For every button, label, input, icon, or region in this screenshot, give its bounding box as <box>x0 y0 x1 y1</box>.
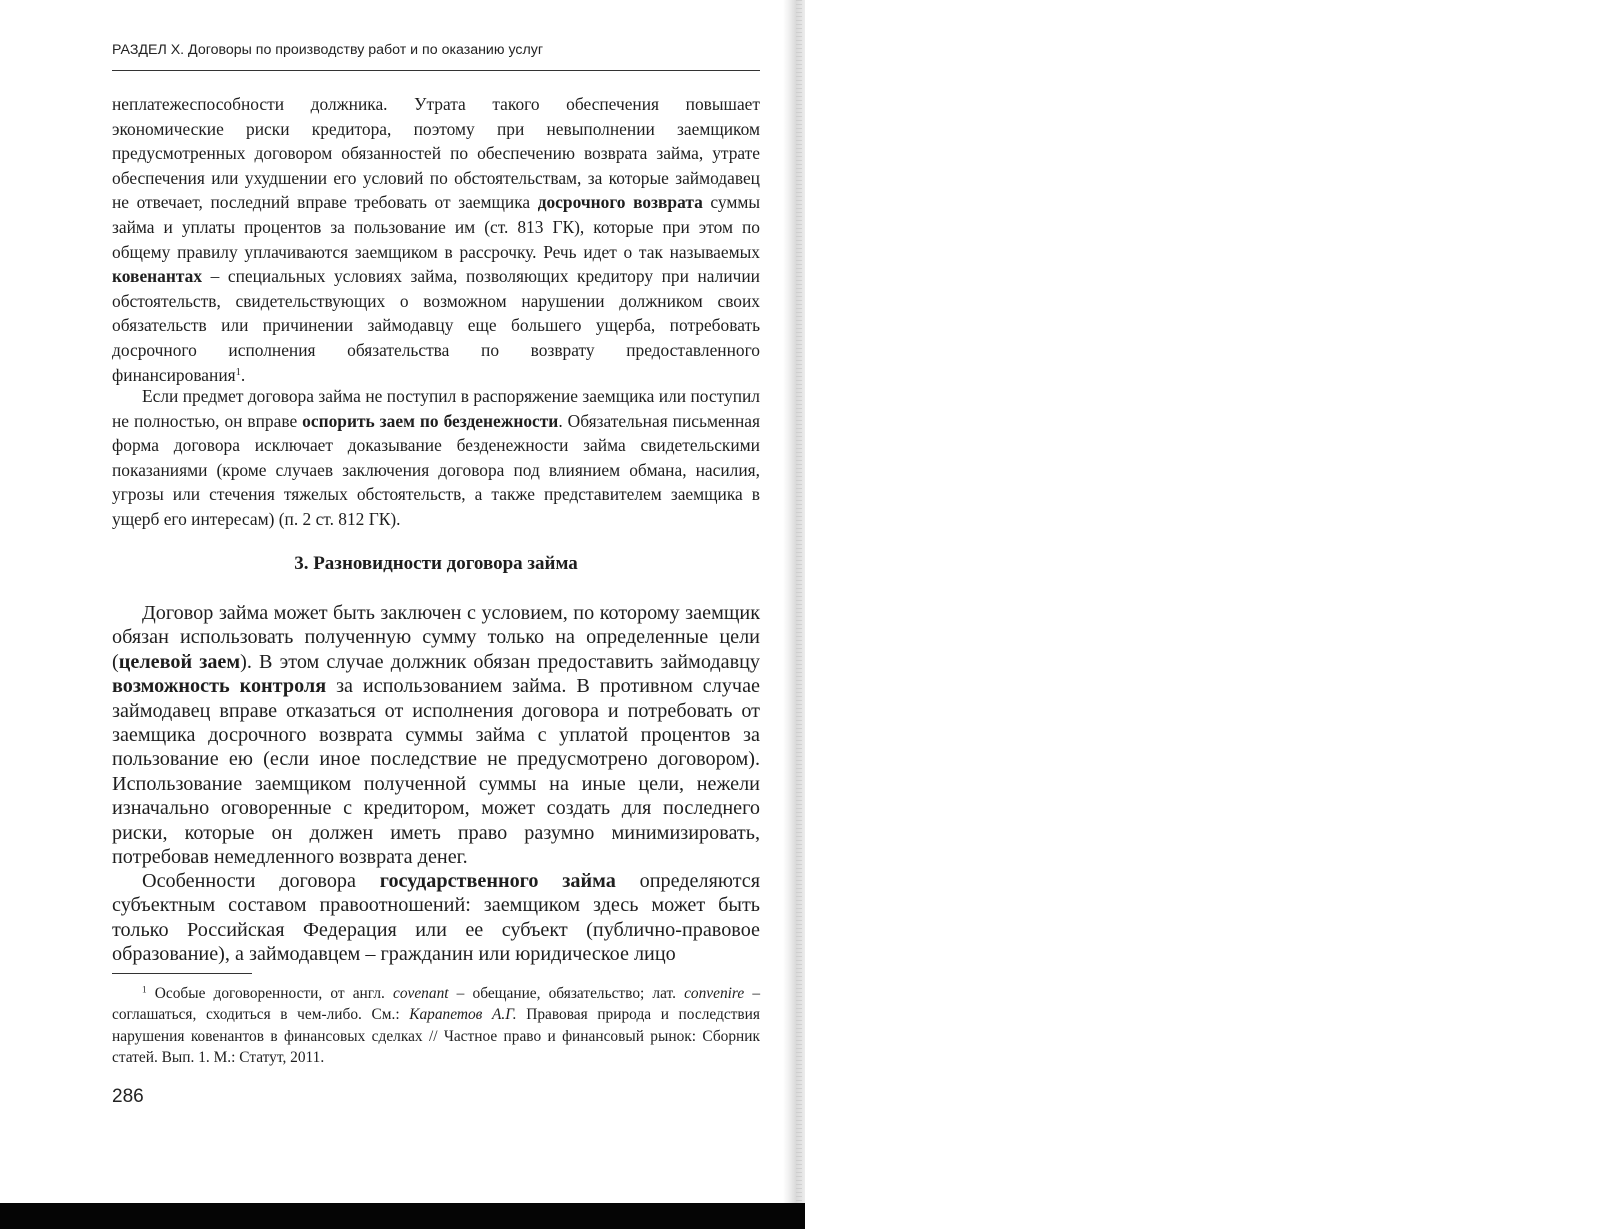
paragraph-text: Особенности договора <box>142 870 380 892</box>
paragraph-state-loan <box>112 869 760 967</box>
paragraph-covenants <box>112 92 760 387</box>
paragraph-text: неплатежеспособности должника. Утрата такого обеспечения повышает экономические риски кредитора, поэтому при невыполнении заемщиком предусмотренных договором обязанностей по обеспечению возврата займа, утрате обеспечения или ухудшении его условий по обстоятельствам, за которые займодавец не отвечает, последний вправе требовать от заемщика <box>112 94 760 213</box>
italic-author-name: Карапетов А.Г. <box>409 1006 517 1024</box>
footnote-number: 1 <box>142 984 147 995</box>
section-heading: 3. Разновидности договора займа <box>294 553 578 574</box>
paragraph-text: . <box>240 364 246 385</box>
paragraph-text: – специальных условиях займа, позволяющих кредитору при наличии обстоятельств, свидетельствующих о возможном нарушении должником своих обязательств или причинении займодавцу еще большего ущерба, потребовать досрочного исполнения обязательства по возврату предоставленного финансирования <box>112 266 760 385</box>
footnote-text: Правовая природа и последствия нарушения ковенантов в финансовых сделках // Частное право и финансовый рынок: Сборник статей. Вып. 1. М.: Статут, 2011. <box>112 1006 760 1066</box>
scan-speckle-strip <box>796 0 802 1229</box>
bold-term-target-loan: целевой заем <box>118 650 241 673</box>
paragraph-text: суммы займа и уплаты процентов за пользование им (ст. 813 ГК), которые при этом по общему правилу уплачиваются заемщиком в рассрочку. Речь идет о так называемых <box>112 192 761 262</box>
paragraph-text: за использованием займа. В противном случае займодавец вправе отказаться от исполнения договора и потребовать от заемщика досрочного возврата суммы займа с уплатой процентов за пользование ею (если иное последствие не предусмотрено договором). Использование заемщиком полученной суммы на иные цели, нежели изначально оговоренные с кредитором, может создать для последнего риски, которые он должен иметь право разумно минимизировать, потребовав немедленного возврата денег. <box>112 675 760 869</box>
paragraph-text: ). В этом случае должник обязан предоставить займодавцу <box>240 650 760 673</box>
paragraph-text: Договор займа может быть заключен с условием, по которому заемщик обязан использовать полученную сумму только на определенные цели ( <box>112 602 760 673</box>
bold-term-early-repayment: досрочного возврата <box>537 192 703 213</box>
paragraph-text: определяются субъектным составом правоотношений: заемщиком здесь может быть только Российская Федерация или ее субъект (публично-правовое образование), а займодавцем – гражданин или юридическое лицо <box>112 870 761 966</box>
footnote-text: – соглашаться, сходиться в чем-либо. См.: <box>112 985 761 1024</box>
bold-term-contest-loan: оспорить заем по безденежности <box>302 410 559 431</box>
paragraph-contest-loan <box>112 384 760 532</box>
footnote-rule <box>112 973 252 974</box>
italic-term-convenire: convenire <box>684 985 745 1002</box>
page-number: 286 <box>112 1086 144 1107</box>
bold-term-state-loan: государственного займа <box>379 870 616 892</box>
header-rule <box>112 70 760 71</box>
bold-term-covenants: ковенантах <box>112 266 203 287</box>
footnote-text: Особые договоренности, от англ. <box>146 985 393 1002</box>
scan-bottom-edge <box>0 1203 805 1229</box>
footnote <box>112 983 760 1068</box>
paragraph-text: . Обязательная письменная форма договора исключает доказывание безденежности займа свидетельскими показаниями (кроме случаев заключения договора под влиянием обмана, насилия, угрозы или стечения тяжелых обстоятельств, а также представителем заемщика в ущерб его интересам) (п. 2 ст. 812 ГК). <box>112 410 760 529</box>
italic-term-covenant: covenant <box>392 985 449 1002</box>
running-head: РАЗДЕЛ X. Договоры по производству работ и по оказанию услуг <box>112 42 544 58</box>
footnote-reference[interactable]: 1 <box>235 366 241 378</box>
bold-term-control: возможность контроля <box>112 675 327 698</box>
footnote-text: – обещание, обязательство; лат. <box>448 985 685 1002</box>
paragraph-text: Если предмет договора займа не поступил в распоряжение заемщика или поступил не полностью, он вправе <box>112 386 760 431</box>
paragraph-target-loan <box>112 601 760 869</box>
